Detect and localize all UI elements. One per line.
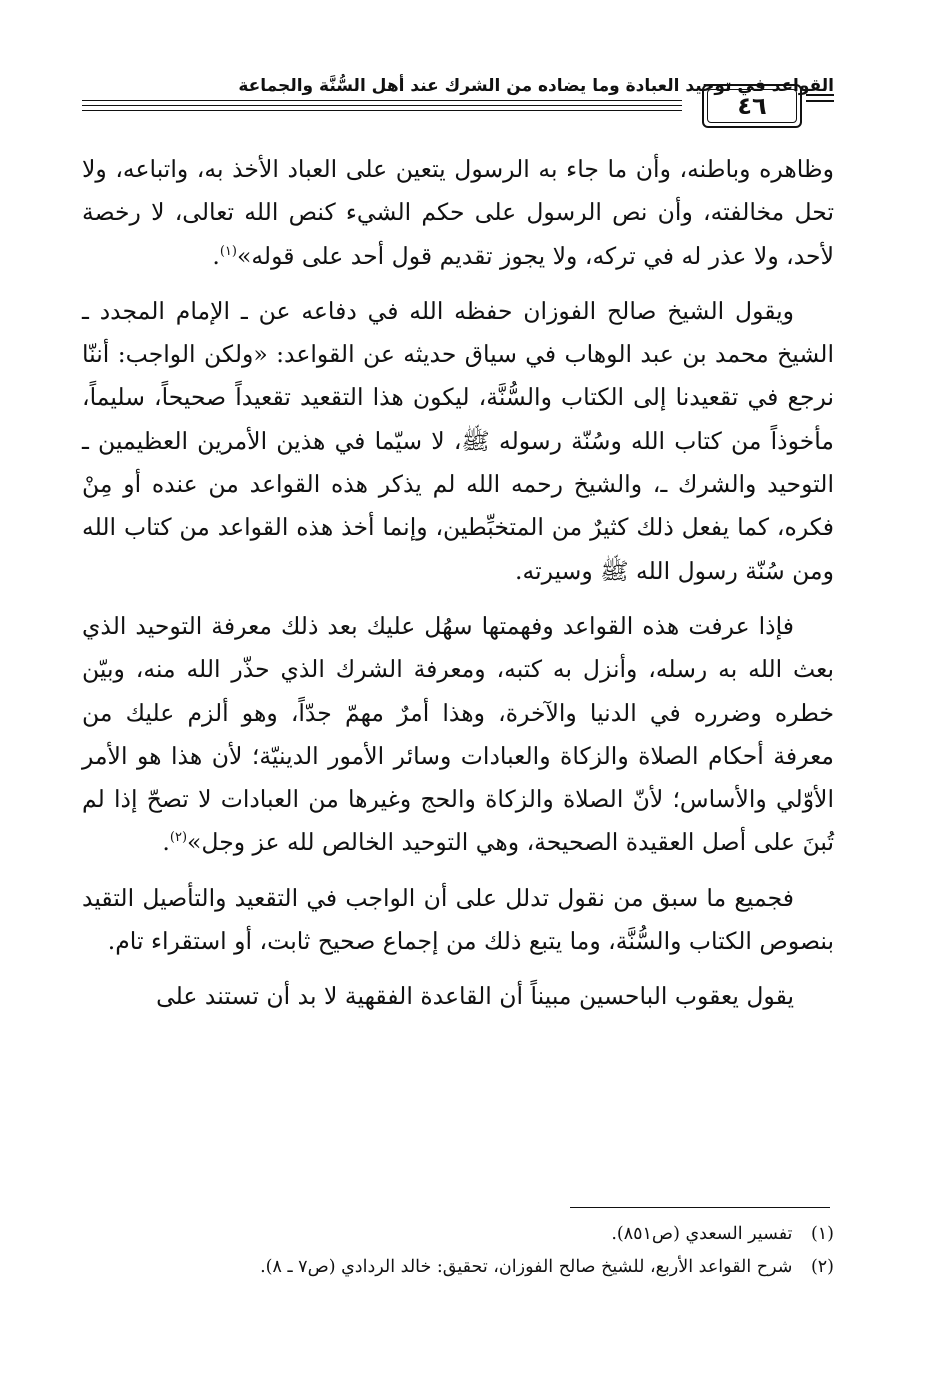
header-title: القواعد في توحيد العبادة وما يضاده من الشرك عند أهل السُّنَّة والجماعة — [238, 76, 834, 96]
header-ornament — [806, 94, 834, 96]
footnote: (١) تفسير السعدي (ص٨٥١). — [611, 1224, 834, 1244]
footnotes — [82, 1218, 834, 1284]
paragraph: فإذا عرفت هذه القواعد وفهمتها سهُل عليك بعد ذلك معرفة التوحيد الذي بعث الله به رسله، وأنزل به كتبه، ومعرفة الشرك الذي حذّر الله منه، وبيّن خطره وضرره في الدنيا والآخرة، وهذا أمرٌ مهمّ جدّاً، وهو ألزم عليك من معرفة أحكام الصلاة والزكاة والعبادات وسائر الأمور الدينيّة؛ لأن هذا هو الأمر الأوّلي والأساس؛ لأنّ الصلاة والزكاة والحج وغيرها من العبادات لا تصحّ إذا لم تُبنَ على أصل العقيدة الصحيحة، وهي التوحيد الخالص لله عز وجل»$^{(٢)}$. — [82, 611, 834, 857]
paragraph: يقول يعقوب الباحسين مبيناً أن القاعدة الفقهية لا بد أن تستند على — [156, 982, 794, 1011]
footnote-ref: (٢) — [169, 830, 188, 846]
running-header — [82, 74, 834, 128]
paragraph: وظاهره وباطنه، وأن ما جاء به الرسول يتعين على العباد الأخذ به، واتباعه، ولا تحل مخالفته، وأن نص الرسول على حكم الشيء كنص الله تعالى، لا رخصة لأحد، ولا عذر له في تركه، ولا يجوز تقديم قول أحد على قوله»$^{(١)}$. — [82, 155, 834, 270]
footnote: (٢) شرح القواعد الأربع، للشيخ صالح الفوزان، تحقيق: خالد الردادي (ص٧ ـ ٨). — [260, 1257, 834, 1277]
header-rule — [82, 100, 682, 101]
paragraph: ويقول الشيخ صالح الفوزان حفظه الله في دفاعه عن ـ الإمام المجدد ـ الشيخ محمد بن عبد الوهاب في سياق حديثه عن القواعد: «ولكن الواجب: أننّا نرجع في تقعيدنا إلى الكتاب والسُّنَّة، ليكون هذا التقعيد تقعيداً صحيحاً، سليماً، مأخوذاً من كتاب الله وسُنّة رسوله ﷺ، لا سيّما في هذين الأمرين العظيمين ـ التوحيد والشرك ـ، والشيخ رحمه الله لم يذكر هذه القواعد من عنده أو مِنْ فكره، كما يفعل ذلك كثيرٌ من المتخبِّطين، وإنما أخذ هذه القواعد من كتاب الله ومن سُنّة رسول الله ﷺ وسيرته. — [82, 296, 834, 585]
header-rule — [82, 110, 682, 111]
footnote-separator — [570, 1207, 830, 1208]
paragraph: فجميع ما سبق من نقول تدلل على أن الواجب في التقعيد والتأصيل التقيد بنصوص الكتاب والسُّنَّة، وما يتبع ذلك من إجماع صحيح ثابت، أو استقراء تام. — [82, 883, 834, 956]
header-rule — [82, 105, 682, 106]
main-text — [82, 148, 834, 1019]
page-number-frame — [702, 84, 802, 128]
footnote-ref: (١) — [219, 243, 237, 259]
page-number: ٤٦ — [707, 89, 797, 123]
header-ornament — [806, 100, 834, 102]
